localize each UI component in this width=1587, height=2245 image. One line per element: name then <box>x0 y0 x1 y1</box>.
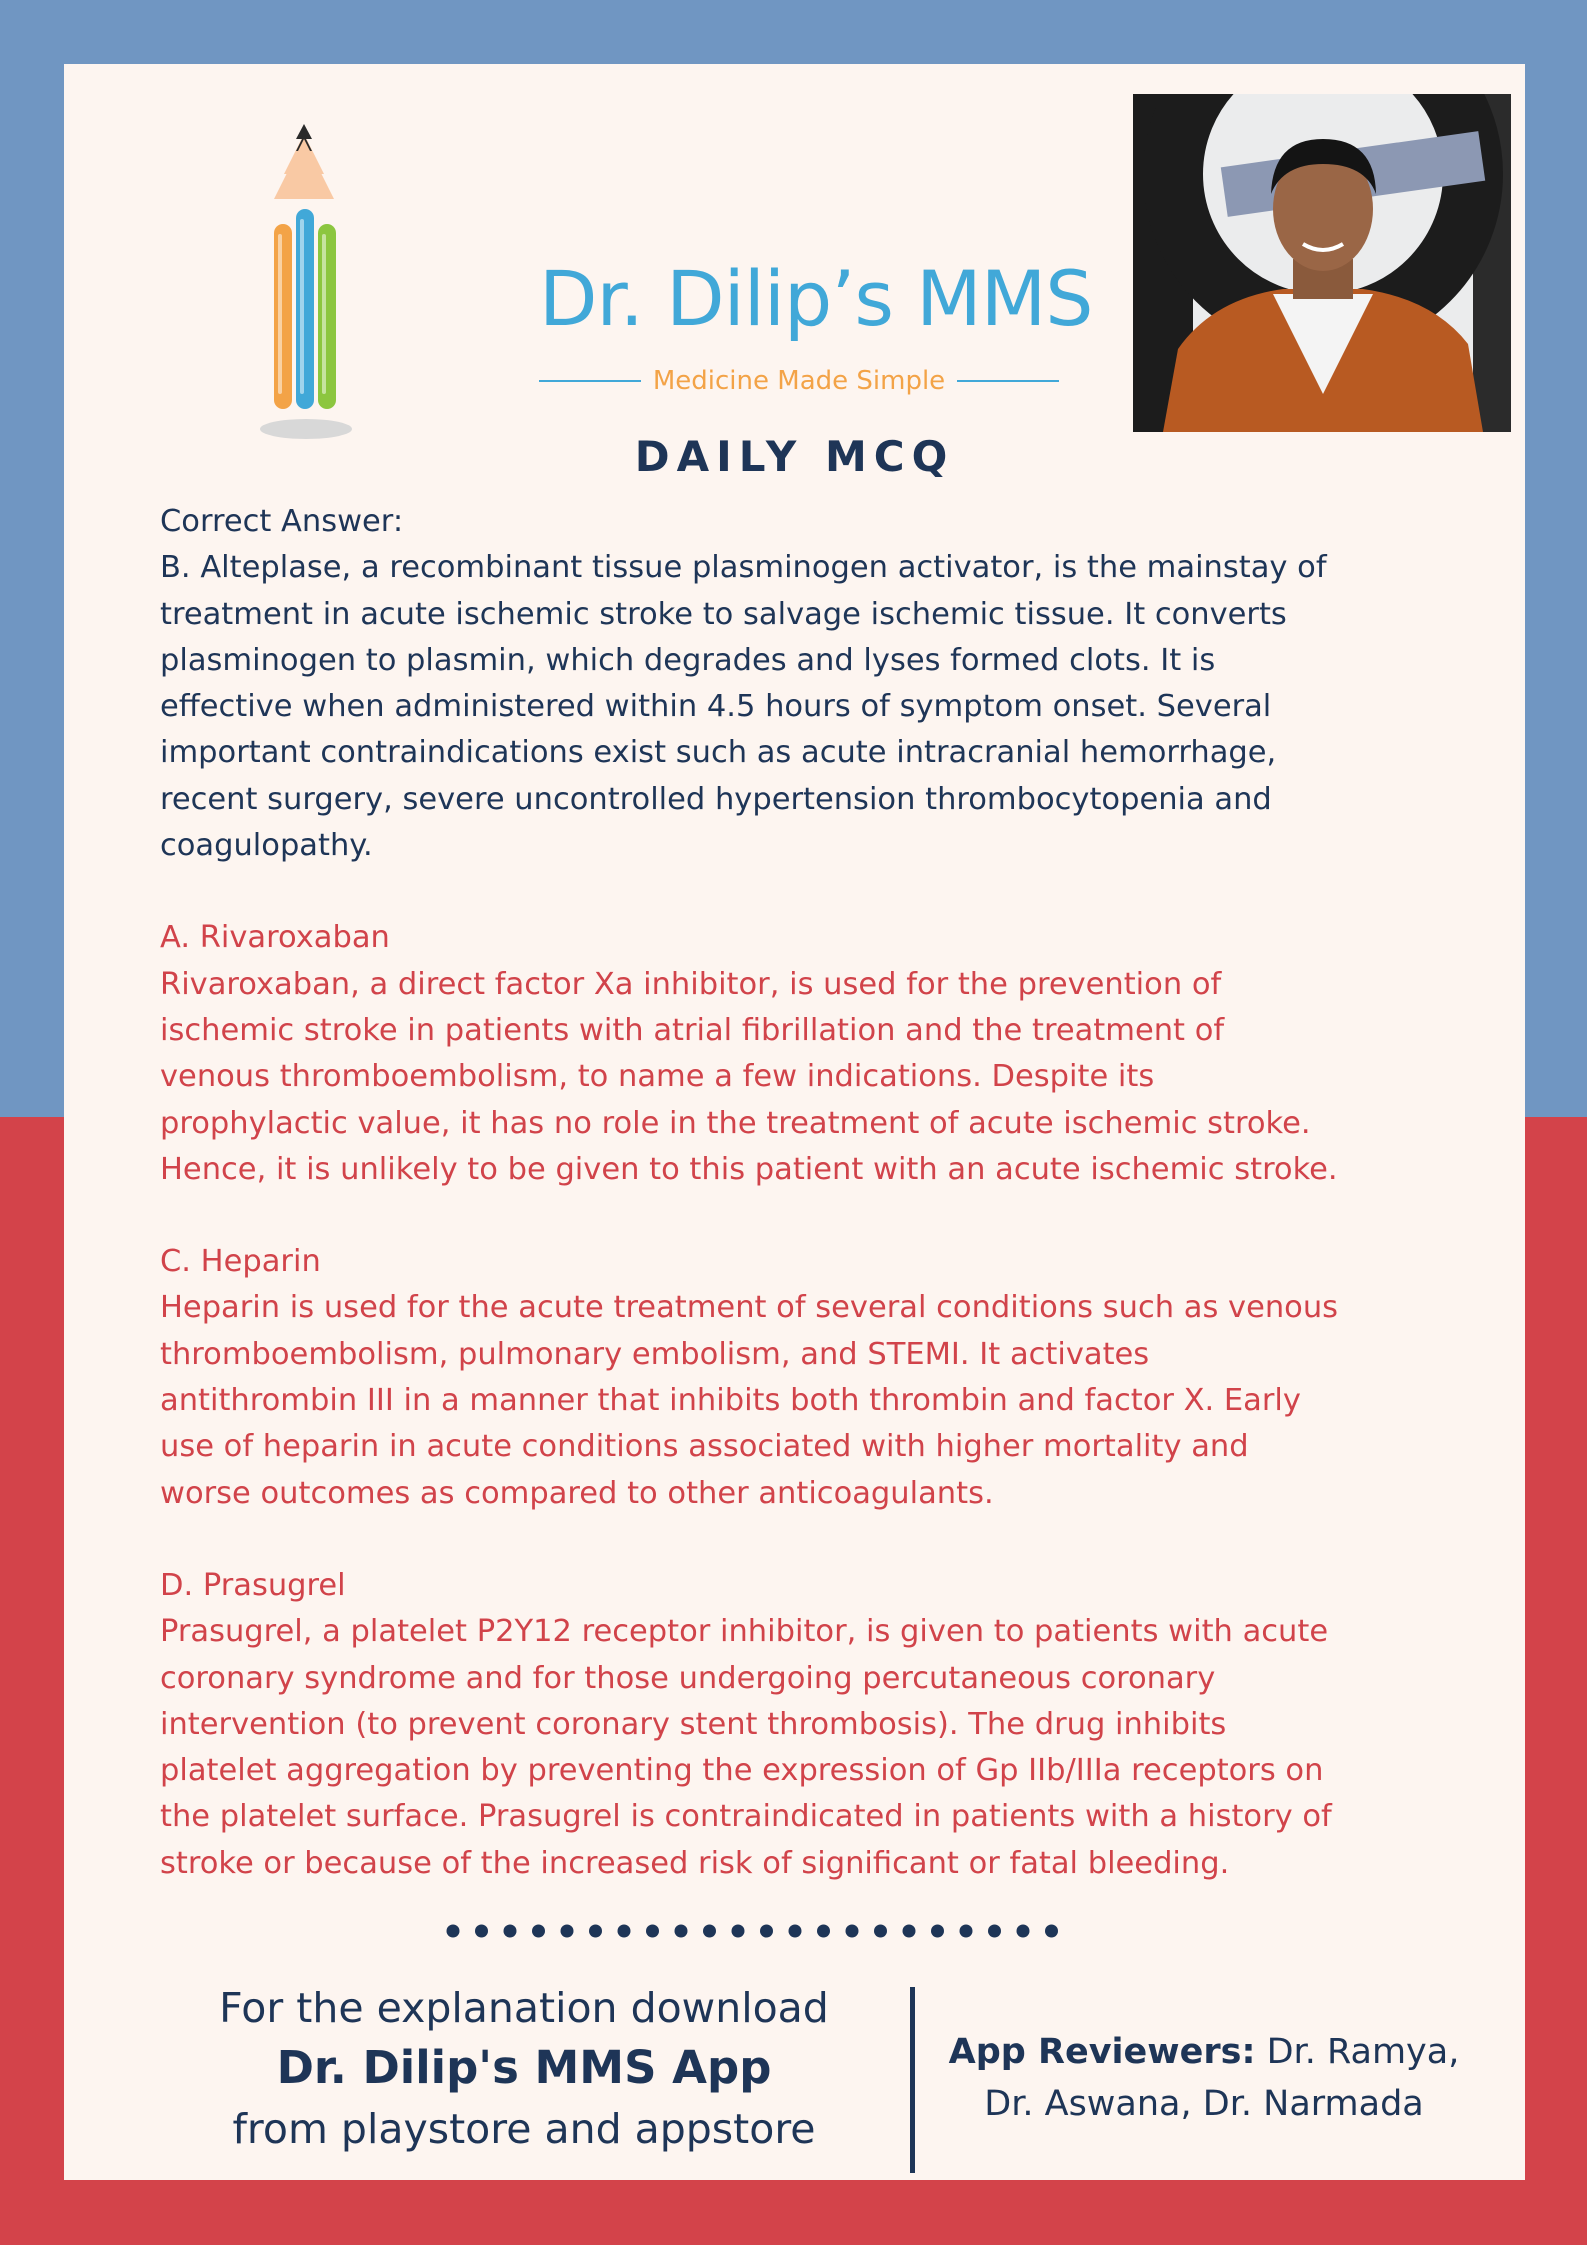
option-a-section <box>160 915 1510 1193</box>
divider-dot <box>532 1925 545 1938</box>
divider-dot <box>646 1925 659 1938</box>
option-line: intervention (to prevent coronary stent thrombosis). The drug inhibits <box>160 1706 1227 1742</box>
divider-dot <box>475 1925 488 1938</box>
option-line: the platelet surface. Prasugrel is contraindicated in patients with a history of <box>160 1799 1332 1835</box>
page-title: DAILY MCQ <box>634 432 955 481</box>
option-line: Prasugrel, a platelet P2Y12 receptor inhibitor, is given to patients with acute <box>160 1614 1329 1650</box>
brand-tagline: Medicine Made Simple <box>652 366 946 396</box>
answer-line: treatment in acute ischemic stroke to salvage ischemic tissue. It converts <box>160 596 1287 632</box>
divider-dot <box>960 1925 973 1938</box>
divider-dot <box>846 1925 859 1938</box>
dotted-divider <box>443 1921 1103 1941</box>
divider-dot <box>817 1925 830 1938</box>
divider-dot <box>988 1925 1001 1938</box>
divider-dot <box>874 1925 887 1938</box>
divider-dot <box>589 1925 602 1938</box>
author-photo <box>1133 94 1511 432</box>
option-c-section <box>160 1239 1510 1517</box>
divider-dot <box>760 1925 773 1938</box>
option-line: worse outcomes as compared to other anticoagulants. <box>160 1475 994 1511</box>
mcq-card <box>64 64 1525 2180</box>
option-line: prophylactic value, it has no role in the treatment of acute ischemic stroke. <box>160 1105 1311 1141</box>
answer-line: plasminogen to plasmin, which degrades and lyses formed clots. It is <box>160 642 1216 678</box>
option-line: platelet aggregation by preventing the expression of Gp IIb/IIIa receptors on <box>160 1753 1324 1789</box>
answer-line: coagulopathy. <box>160 828 373 864</box>
reviewers-line-2: Dr. Aswana, Dr. Narmada <box>984 2084 1424 2124</box>
download-info <box>144 1979 904 2159</box>
divider-dot <box>789 1925 802 1938</box>
correct-answer-label: Correct Answer: <box>160 504 404 539</box>
option-title: D. Prasugrel <box>160 1567 346 1603</box>
divider-dot <box>931 1925 944 1938</box>
divider-dot <box>732 1925 745 1938</box>
divider-dot <box>703 1925 716 1938</box>
divider-dot <box>447 1925 460 1938</box>
download-line-1: For the explanation download <box>219 1984 829 2032</box>
answer-line: effective when administered within 4.5 hours of symptom onset. Several <box>160 689 1272 725</box>
option-line: Hence, it is unlikely to be given to this patient with an acute ischemic stroke. <box>160 1151 1338 1187</box>
divider-dot <box>903 1925 916 1938</box>
brand-name: Dr. Dilip’s MMS <box>539 254 1093 343</box>
option-line: coronary syndrome and for those undergoing percutaneous coronary <box>160 1660 1216 1696</box>
option-line: Rivaroxaban, a direct factor Xa inhibitor, is used for the prevention of <box>160 966 1222 1002</box>
option-line: Heparin is used for the acute treatment of several conditions such as venous <box>160 1290 1339 1326</box>
option-line: antithrombin III in a manner that inhibits both thrombin and factor X. Early <box>160 1383 1301 1419</box>
option-d-section <box>160 1563 1510 1887</box>
reviewers-info <box>944 2026 1464 2130</box>
divider-dot <box>618 1925 631 1938</box>
divider-dot <box>675 1925 688 1938</box>
mcq-body <box>160 499 1510 1887</box>
answer-line: important contraindications exist such as acute intracranial hemorrhage, <box>160 735 1277 771</box>
option-title: C. Heparin <box>160 1244 321 1280</box>
brand-logo <box>234 99 1093 449</box>
divider-dot <box>504 1925 517 1938</box>
option-line: venous thromboembolism, to name a few indications. Despite its <box>160 1059 1155 1095</box>
option-title: A. Rivaroxaban <box>160 920 390 956</box>
divider-dot <box>561 1925 574 1938</box>
option-line: ischemic stroke in patients with atrial fibrillation and the treatment of <box>160 1012 1225 1048</box>
download-line-3: from playstore and appstore <box>232 2105 816 2153</box>
reviewers-line-1: Dr. Ramya, <box>1255 2032 1460 2072</box>
answer-line: recent surgery, severe uncontrolled hypertension thrombocytopenia and <box>160 781 1272 817</box>
app-name: Dr. Dilip's MMS App <box>276 2041 772 2094</box>
reviewers-label: App Reviewers: <box>948 2032 1256 2072</box>
tagline-line-left <box>539 380 641 382</box>
tagline-line-right <box>957 380 1059 382</box>
divider-dot <box>1045 1925 1058 1938</box>
brand-tagline-row <box>539 361 1059 401</box>
option-line: thromboembolism, pulmonary embolism, and STEMI. It activates <box>160 1336 1150 1372</box>
answer-line: B. Alteplase, a recombinant tissue plasminogen activator, is the mainstay of <box>160 550 1327 586</box>
option-line: use of heparin in acute conditions associated with higher mortality and <box>160 1429 1249 1465</box>
option-line: stroke or because of the increased risk of significant or fatal bleeding. <box>160 1845 1230 1881</box>
correct-answer-section <box>160 499 1510 869</box>
footer-divider <box>910 1987 915 2173</box>
divider-dot <box>1017 1925 1030 1938</box>
person-photo-icon <box>1133 94 1511 432</box>
